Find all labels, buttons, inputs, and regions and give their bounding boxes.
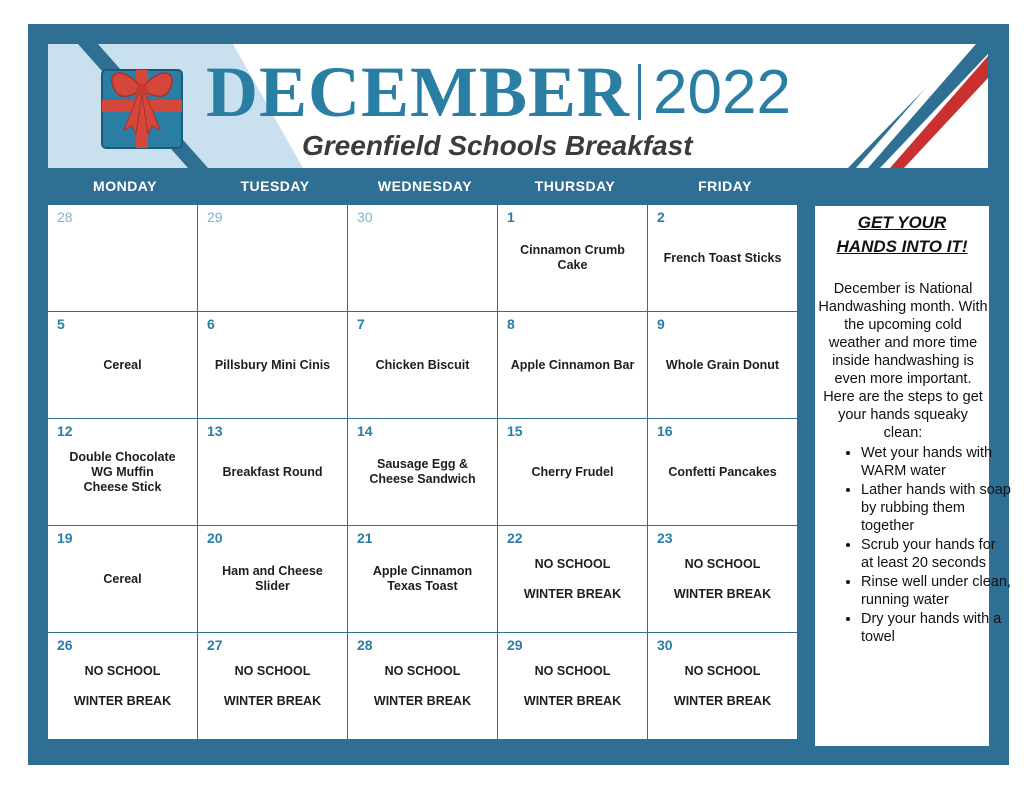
menu-item <box>52 664 193 709</box>
month-title: DECEMBER <box>206 52 631 132</box>
menu-line: Pillsbury Mini Cinis <box>214 358 331 372</box>
day-cell <box>198 633 347 739</box>
menu-item <box>502 358 643 373</box>
day-cell <box>48 526 197 632</box>
page-subtitle: Greenfield Schools Breakfast <box>302 130 693 161</box>
menu-item <box>202 664 343 709</box>
day-number: 19 <box>57 530 73 546</box>
menu-item <box>202 564 343 594</box>
day-cell <box>348 526 497 632</box>
menu-line <box>352 679 493 694</box>
menu-line: French Toast Sticks <box>663 251 782 265</box>
menu-line: Slider <box>255 579 290 593</box>
weekday-thursday: THURSDAY <box>534 178 616 194</box>
calendar-header <box>48 44 988 168</box>
day-cell <box>198 205 347 311</box>
menu-item <box>652 557 793 602</box>
day-cell <box>48 419 197 525</box>
menu-line: Texas Toast <box>387 579 458 593</box>
menu-line: NO SCHOOL <box>384 664 461 678</box>
menu-item <box>352 664 493 709</box>
menu-item <box>502 243 643 273</box>
day-number: 1 <box>507 209 515 225</box>
day-number: 27 <box>207 637 223 653</box>
menu-item <box>52 572 193 587</box>
day-number: 2 <box>657 209 665 225</box>
day-number: 8 <box>507 316 515 332</box>
menu-line: WINTER BREAK <box>223 694 322 708</box>
menu-line: WINTER BREAK <box>673 587 772 601</box>
step-item: • Rinse well under clean, running water <box>861 573 1011 609</box>
menu-line: WG Muffin <box>91 465 154 479</box>
menu-line: Apple Cinnamon Bar <box>510 358 635 372</box>
day-number: 6 <box>207 316 215 332</box>
day-cell <box>348 633 497 739</box>
day-number: 30 <box>657 637 673 653</box>
weekday-header <box>50 172 800 202</box>
menu-line: WINTER BREAK <box>523 694 622 708</box>
menu-item <box>502 664 643 709</box>
menu-line: Cherry Frudel <box>531 465 614 479</box>
sidebar-intro: December is National Handwashing month. With the upcoming cold weather and more time inside handwashing is even more important. Here are the steps to get your hands squeaky clean: <box>818 281 988 441</box>
handwashing-steps <box>837 444 1011 647</box>
menu-item <box>652 465 793 480</box>
menu-line <box>502 572 643 587</box>
day-number: 21 <box>357 530 373 546</box>
day-cell <box>48 633 197 739</box>
menu-line: Breakfast Round <box>222 465 323 479</box>
day-number: 7 <box>357 316 365 332</box>
year-title: 2022 <box>653 58 791 127</box>
menu-item <box>352 564 493 594</box>
menu-item <box>652 358 793 373</box>
sidebar-title-line2: HANDS INTO IT! <box>836 237 968 256</box>
menu-line: Cinnamon Crumb <box>520 243 625 257</box>
menu-line: Cake <box>557 258 588 272</box>
day-number: 29 <box>207 209 223 225</box>
menu-line: NO SCHOOL <box>234 664 311 678</box>
menu-line: Cheese Stick <box>83 480 162 494</box>
menu-item <box>652 251 793 266</box>
step-item: • Dry your hands with a towel <box>861 610 1011 646</box>
day-cell <box>648 419 797 525</box>
menu-line: NO SCHOOL <box>684 557 761 571</box>
day-cell <box>648 526 797 632</box>
day-cell <box>648 312 797 418</box>
day-cell <box>348 419 497 525</box>
day-number: 29 <box>507 637 523 653</box>
weekday-monday: MONDAY <box>93 178 157 194</box>
day-cell <box>198 526 347 632</box>
menu-line: Sausage Egg & <box>377 457 468 471</box>
menu-line: WINTER BREAK <box>673 694 772 708</box>
menu-item <box>52 450 193 495</box>
menu-line: Cereal <box>103 358 142 372</box>
menu-line: NO SCHOOL <box>534 664 611 678</box>
menu-line <box>652 679 793 694</box>
weekday-friday: FRIDAY <box>698 178 752 194</box>
day-cell <box>48 205 197 311</box>
menu-item <box>502 465 643 480</box>
day-number: 20 <box>207 530 223 546</box>
menu-line: Double Chocolate <box>69 450 176 464</box>
day-number: 22 <box>507 530 523 546</box>
menu-item <box>52 358 193 373</box>
day-cell <box>198 312 347 418</box>
menu-item <box>202 358 343 373</box>
day-number: 9 <box>657 316 665 332</box>
day-number: 28 <box>357 637 373 653</box>
menu-line: WINTER BREAK <box>73 694 172 708</box>
day-number: 13 <box>207 423 223 439</box>
menu-line: Cereal <box>103 572 142 586</box>
menu-line: Confetti Pancakes <box>668 465 777 479</box>
day-number: 26 <box>57 637 73 653</box>
menu-line: Chicken Biscuit <box>375 358 470 372</box>
menu-line: NO SCHOOL <box>84 664 161 678</box>
menu-line: Cheese Sandwich <box>369 472 476 486</box>
day-cell <box>498 633 647 739</box>
step-item: • Scrub your hands for at least 20 seconds <box>861 536 1011 572</box>
menu-line <box>502 679 643 694</box>
day-cell <box>498 205 647 311</box>
menu-item <box>352 358 493 373</box>
menu-line: NO SCHOOL <box>684 664 761 678</box>
day-number: 30 <box>357 209 373 225</box>
menu-item <box>202 465 343 480</box>
day-cell <box>498 312 647 418</box>
title-divider <box>638 64 641 120</box>
day-number: 14 <box>357 423 373 439</box>
day-number: 12 <box>57 423 73 439</box>
day-cell <box>498 419 647 525</box>
menu-line <box>652 572 793 587</box>
day-number: 15 <box>507 423 523 439</box>
day-cell <box>648 633 797 739</box>
menu-line <box>52 679 193 694</box>
calendar-grid <box>48 205 798 740</box>
day-number: 28 <box>57 209 73 225</box>
gift-icon <box>100 60 184 150</box>
day-cell <box>648 205 797 311</box>
day-number: 5 <box>57 316 65 332</box>
menu-line: NO SCHOOL <box>534 557 611 571</box>
day-cell <box>348 205 497 311</box>
menu-line: WINTER BREAK <box>373 694 472 708</box>
day-number: 16 <box>657 423 673 439</box>
day-cell <box>348 312 497 418</box>
day-cell <box>48 312 197 418</box>
weekday-tuesday: TUESDAY <box>240 178 310 194</box>
menu-line: Ham and Cheese <box>222 564 323 578</box>
menu-item <box>352 457 493 487</box>
menu-item <box>652 664 793 709</box>
day-number: 23 <box>657 530 673 546</box>
menu-line: Whole Grain Donut <box>665 358 780 372</box>
day-cell <box>198 419 347 525</box>
handwashing-sidebar <box>815 206 1011 746</box>
step-item: • Lather hands with soap by rubbing them together <box>861 481 1011 535</box>
weekday-wednesday: WEDNESDAY <box>377 178 473 194</box>
day-cell <box>498 526 647 632</box>
menu-line: Apple Cinnamon <box>372 564 473 578</box>
step-item: • Wet your hands with WARM water <box>861 444 1011 480</box>
menu-line <box>202 679 343 694</box>
sidebar-title-line1: GET YOUR <box>857 213 947 232</box>
menu-item <box>502 557 643 602</box>
menu-line: WINTER BREAK <box>523 587 622 601</box>
